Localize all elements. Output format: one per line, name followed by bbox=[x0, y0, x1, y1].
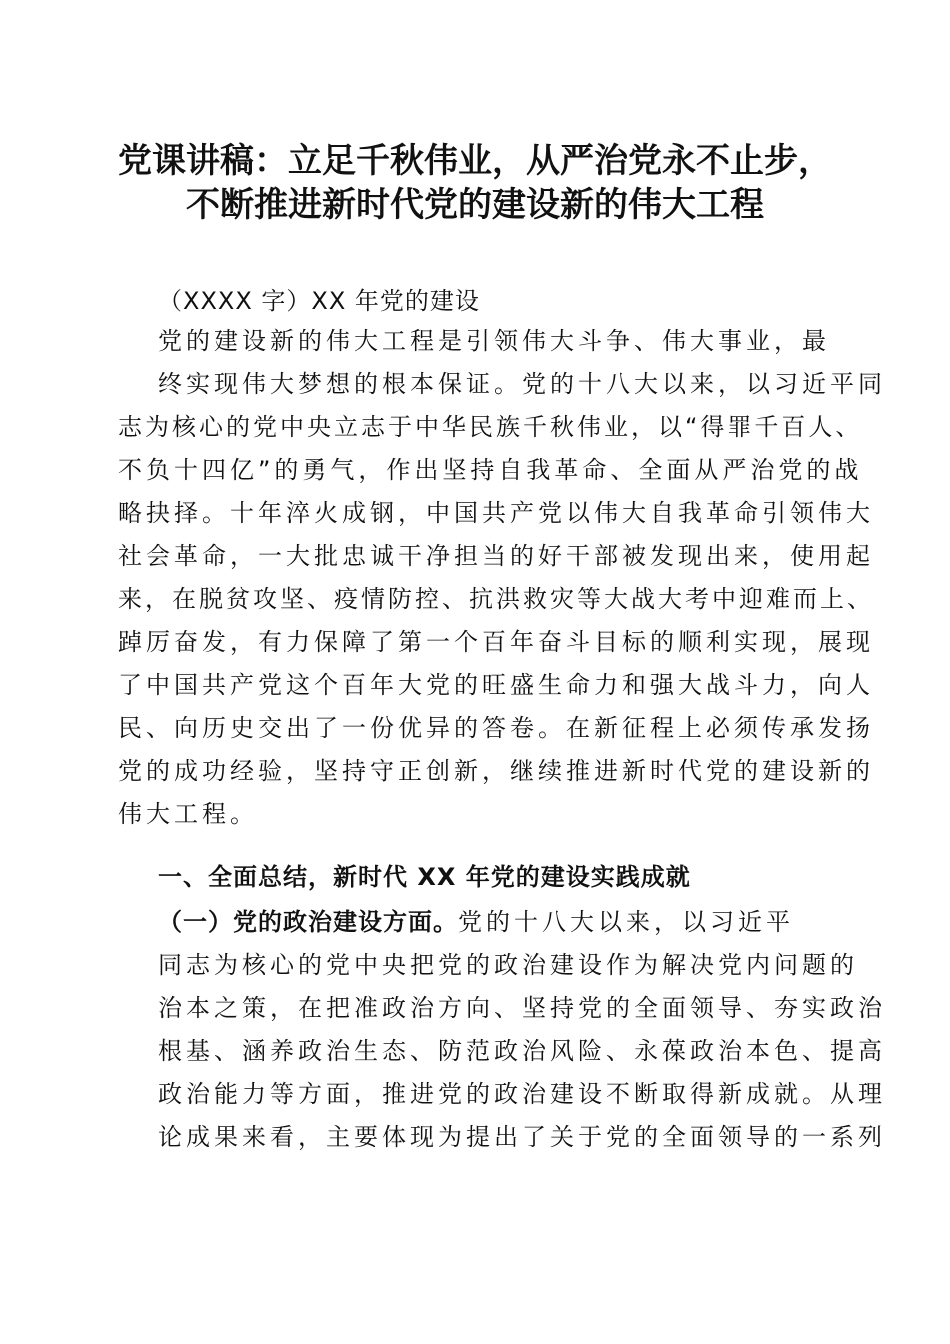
paragraph-line: 党的成功经验，坚持守正创新，继续推进新时代党的建设新的 bbox=[118, 757, 874, 785]
paragraph-line: 治本之策，在把准政治方向、坚持党的全面领导、夯实政治 bbox=[158, 994, 886, 1022]
paragraph-line: 不负十四亿”的勇气，作出坚持自我革命、全面从严治党的战 bbox=[118, 456, 863, 484]
paragraph-line: 论成果来看，主要体现为提出了关于党的全面领导的一系列 bbox=[158, 1123, 886, 1151]
document-title-line-2: 不断推进新时代党的建设新的伟大工程 bbox=[186, 185, 764, 225]
paragraph-line: 了中国共产党这个百年大党的旺盛生命力和强大战斗力，向人 bbox=[118, 671, 874, 699]
paragraph-line: 政治能力等方面，推进党的政治建设不断取得新成就。从理 bbox=[158, 1080, 886, 1108]
section-heading: 一、全面总结，新时代 XX 年党的建设实践成就 bbox=[158, 863, 691, 891]
document-subtitle: （XXXX 字）XX 年党的建设 bbox=[158, 287, 480, 315]
paragraph-line: 根基、涵养政治生态、防范政治风险、永葆政治本色、提高 bbox=[158, 1037, 886, 1065]
paragraph-line: 党的建设新的伟大工程是引领伟大斗争、伟大事业，最 bbox=[158, 327, 830, 355]
paragraph-line: 踔厉奋发，有力保障了第一个百年奋斗目标的顺利实现，展现 bbox=[118, 628, 874, 656]
paragraph-line: 同志为核心的党中央把党的政治建设作为解决党内问题的 bbox=[158, 951, 858, 979]
paragraph-line: 略抉择。十年淬火成钢，中国共产党以伟大自我革命引领伟大 bbox=[118, 499, 874, 527]
paragraph-line: 终实现伟大梦想的根本保证。党的十八大以来，以习近平同 bbox=[158, 370, 886, 398]
paragraph-line: 民、向历史交出了一份优异的答卷。在新征程上必须传承发扬 bbox=[118, 714, 874, 742]
paragraph-line: 伟大工程。 bbox=[118, 800, 258, 828]
paragraph-line: 社会革命，一大批忠诚干净担当的好干部被发现出来，使用起 bbox=[118, 542, 874, 570]
subsection-heading: （一）党的政治建设方面。 bbox=[158, 908, 458, 936]
paragraph-line: 志为核心的党中央立志于中华民族千秋伟业，以“得罪千百人、 bbox=[118, 413, 863, 441]
paragraph-line: 来，在脱贫攻坚、疫情防控、抗洪救灾等大战大考中迎难而上、 bbox=[118, 585, 874, 613]
document-title-line-1: 党课讲稿：立足千秋伟业，从严治党永不止步， bbox=[118, 141, 832, 181]
subsection-text: 党的十八大以来，以习近平 bbox=[458, 908, 794, 936]
subsection-line bbox=[158, 907, 794, 937]
